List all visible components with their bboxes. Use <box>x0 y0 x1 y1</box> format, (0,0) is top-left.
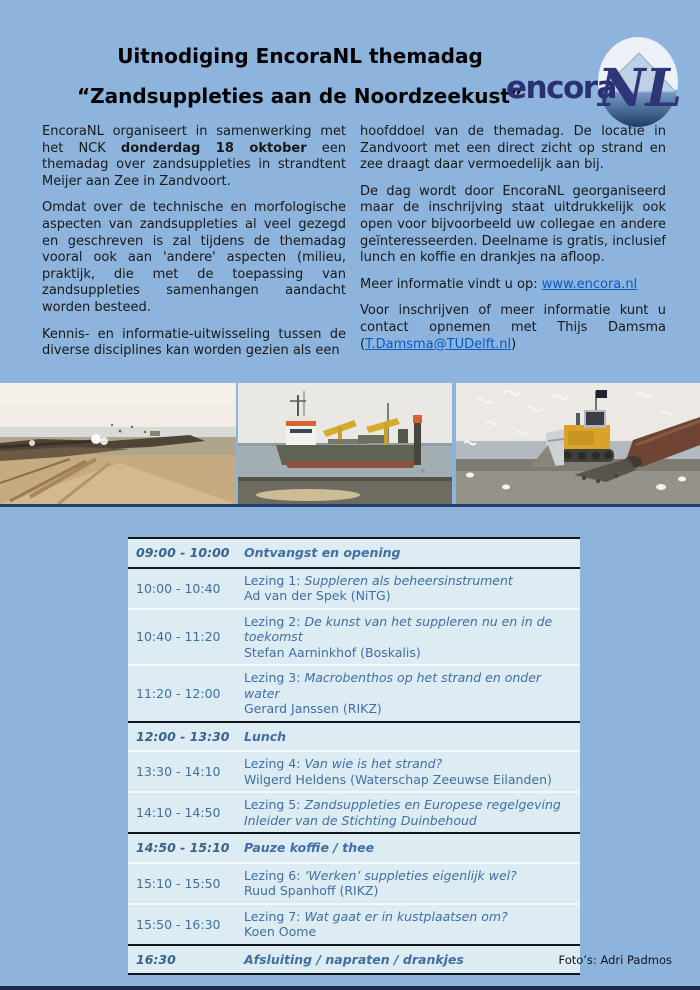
lecture-title: Lezing 5: Zandsuppleties en Europese regelgeving <box>244 797 561 812</box>
photo-credit: Foto’s: Adri Padmos <box>558 953 672 967</box>
lecture-title: Lezing 4: Van wie is het strand? <box>244 756 443 771</box>
session-info <box>244 670 572 717</box>
email-link[interactable]: T.Damsma@TUDelft.nl <box>365 336 512 352</box>
lecture-speaker: Koen Oome <box>244 924 317 939</box>
lecture-title: Lezing 7: Wat gaat er in kustplaatsen om? <box>244 908 508 924</box>
time-slot: 15:50 - 16:30 <box>136 916 221 932</box>
lecture-speaker: Ad van der Spek (NiTG) <box>244 588 391 603</box>
paragraph-text: Meer informatie vindt u op: <box>360 276 542 292</box>
time-slot: 09:00 - 10:00 <box>136 545 230 561</box>
lecture-title: Lezing 2: De kunst van het suppleren nu en in de toekomst <box>244 613 553 644</box>
encoranl-logo-icon <box>506 34 692 130</box>
lecture-speaker: Gerard Janssen (RIKZ) <box>244 701 382 716</box>
intro-paragraph: Kennis- en informatie-uitwisseling tussen de diverse disciplines kan worden gezien als een <box>42 326 346 359</box>
page-bottom-edge <box>0 986 700 990</box>
paragraph-text: EncoraNL organiseert in samenwerking met het NCK <box>42 124 346 156</box>
lecture-speaker: Wilgerd Heldens (Waterschap Zeeuwse Eilanden) <box>244 771 552 787</box>
schedule-section-row <box>128 537 580 569</box>
logo-word: encora <box>506 70 616 106</box>
session-info <box>244 614 572 661</box>
photo-strip <box>0 383 700 504</box>
time-slot: 15:10 - 15:50 <box>136 875 221 891</box>
schedule-lecture-row <box>128 750 580 791</box>
session-info: Afsluiting / napraten / drankjes <box>244 951 464 967</box>
session-info <box>244 797 572 828</box>
schedule-lecture-row <box>128 569 580 608</box>
time-slot: 12:00 - 13:30 <box>136 728 230 744</box>
photo-strip-divider <box>0 504 700 507</box>
bulldozer-pipe-photo <box>456 383 700 504</box>
paragraph-text: ) <box>511 336 517 352</box>
page-title: Uitnodiging EncoraNL themadag <box>117 44 483 68</box>
time-slot: 10:00 - 10:40 <box>136 580 221 596</box>
website-link[interactable]: www.encora.nl <box>541 276 638 292</box>
session-info: Ontvangst en opening <box>244 545 401 560</box>
schedule-section-row <box>128 944 580 974</box>
session-info <box>244 868 572 899</box>
page-subtitle: “Zandsuppleties aan de Noordzeekust” <box>76 84 524 108</box>
intro-paragraph <box>360 277 666 294</box>
session-info <box>244 909 572 940</box>
schedule-section-row <box>128 721 580 751</box>
schedule-lecture-row <box>128 664 580 721</box>
beach-nourishment-photo <box>0 383 236 504</box>
time-slot: 16:30 <box>136 951 176 967</box>
encoranl-logo <box>506 34 692 130</box>
lecture-speaker: Ruud Spanhoff (RIKZ) <box>244 883 379 898</box>
intro-paragraph <box>42 124 346 190</box>
session-info <box>244 573 572 604</box>
schedule-section-row <box>128 832 580 862</box>
schedule-lecture-row <box>128 903 580 944</box>
paragraph-text: Voor inschrijven of meer informatie kunt u contact opnemen met Thijs Damsma ( <box>360 303 666 352</box>
paragraph-text: een themadag over zandsuppleties in strandtent Meijer aan Zee in Zandvoort. <box>42 140 346 189</box>
time-slot: 13:30 - 14:10 <box>136 764 221 779</box>
intro-paragraph: hoofddoel van de themadag. De locatie in Zandvoort met een direct zicht op strand en zee draagt daar vermoedelijk aan bij. <box>360 124 666 173</box>
intro-paragraph: Omdat over de technische en morfologische aspecten van zandsuppleties al veel gezegd en geschreven is zal tijdens de themadag vooral ook aan 'andere' aspecten (milieu, praktijk, die met de toepassing van zandsuppleties samenhangen aandacht worden besteed. <box>42 200 346 315</box>
time-slot: 10:40 - 11:20 <box>136 629 221 645</box>
session-info: Lunch <box>244 728 287 744</box>
time-slot: 11:20 - 12:00 <box>136 685 221 701</box>
intro-left-column <box>42 124 346 370</box>
session-info <box>244 756 572 787</box>
lecture-speaker: Stefan Aarninkhof (Boskalis) <box>244 644 421 660</box>
lecture-speaker: Inleider van de Stichting Duinbehoud <box>244 812 477 828</box>
schedule-table <box>128 537 580 975</box>
dredging-ship-photo <box>238 383 452 504</box>
intro-right-column <box>360 124 666 363</box>
lecture-title: Lezing 1: Suppleren als beheersinstrument <box>244 572 513 588</box>
lecture-title: Lezing 6: ‘Werken’ suppleties eigenlijk wel? <box>244 867 517 883</box>
lecture-title: Lezing 3: Macrobenthos op het strand en onder water <box>244 670 542 701</box>
session-info: Pauze koffie / thee <box>244 840 375 855</box>
intro-paragraph <box>360 303 666 353</box>
schedule-lecture-row <box>128 791 580 832</box>
schedule-lecture-row <box>128 608 580 665</box>
header <box>38 44 562 108</box>
time-slot: 14:50 - 15:10 <box>136 840 230 856</box>
schedule-lecture-row <box>128 862 580 903</box>
time-slot: 14:10 - 14:50 <box>136 805 221 820</box>
intro-paragraph: De dag wordt door EncoraNL georganiseerd maar de inschrijving staat uitdrukkelijk ook open voor bijvoorbeeld uw collegae en andere geïnteresseerden. Deelname is gratis, inclusief lunch en koffie en drankjes na afloop. <box>360 183 666 266</box>
date-highlight: donderdag 18 oktober <box>120 140 307 156</box>
logo-suffix: NL <box>598 58 683 119</box>
